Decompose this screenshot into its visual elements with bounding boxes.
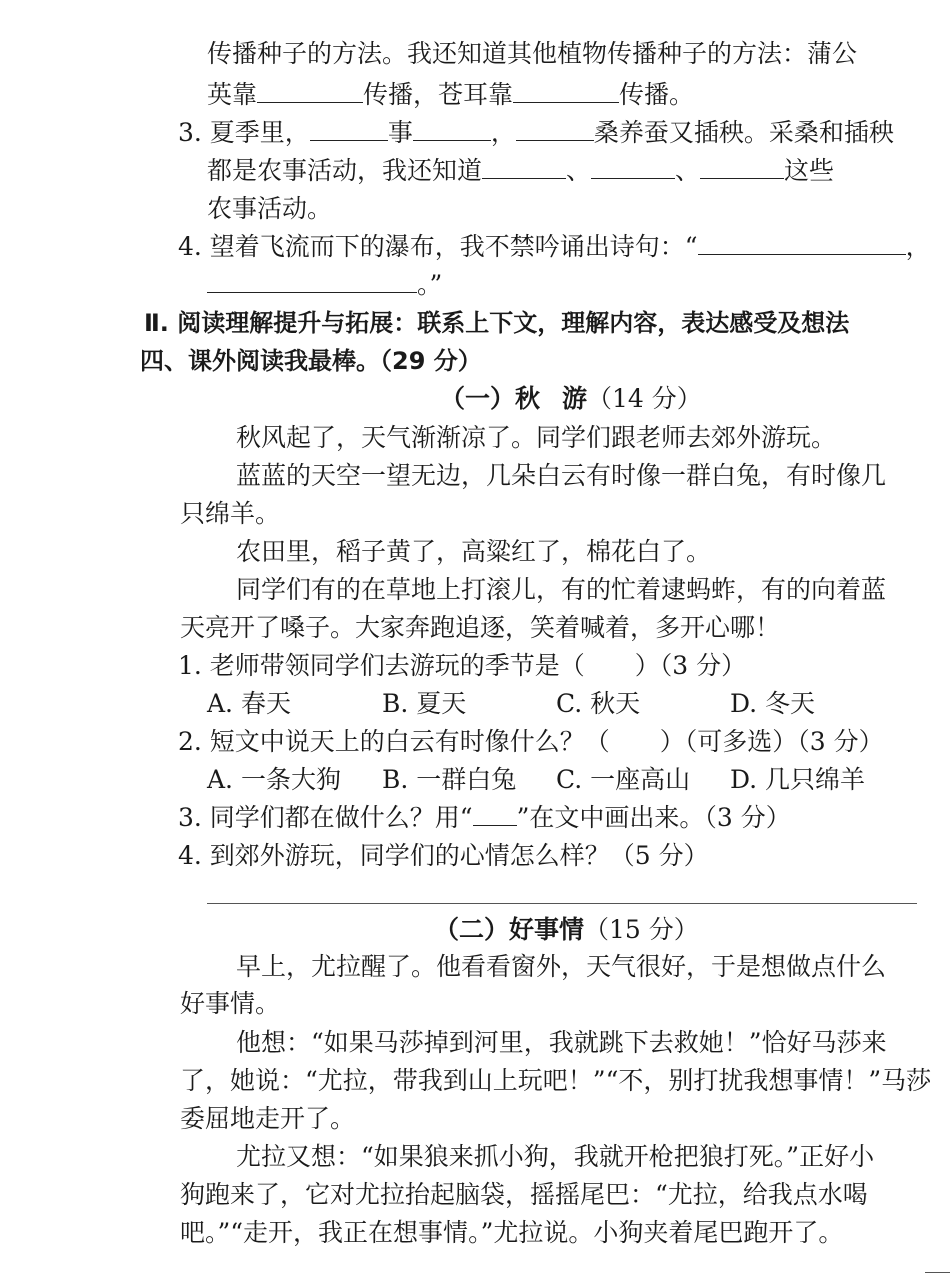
- score: （15 分）: [584, 915, 699, 944]
- question-1[interactable]: 1. 老师带领同学们去游玩的季节是（ ）（3 分）: [178, 651, 747, 680]
- text-line: 传播种子的方法。我还知道其他植物传播种子的方法：蒲公: [207, 39, 858, 68]
- text-segment: 3. 同学们都在做什么？用“: [178, 803, 473, 832]
- text-segment: 3. 夏季里，: [178, 118, 310, 147]
- passage-2-title: [434, 911, 699, 949]
- text-segment: 传播，苍耳靠: [363, 80, 514, 109]
- paragraph: 秋风起了，天气渐渐凉了。同学们跟老师去郊外游玩。: [236, 423, 837, 452]
- paragraph: 同学们有的在草地上打滚儿，有的忙着逮蚂蚱，有的向着蓝: [236, 575, 887, 604]
- text-segment: 事: [387, 118, 413, 147]
- text-line: [207, 152, 834, 190]
- passage-1-title: [440, 380, 702, 418]
- answer-blank[interactable]: [516, 114, 594, 141]
- option-b[interactable]: B. 夏天: [382, 689, 467, 718]
- section-heading-4: 四、课外阅读我最棒。（29 分）: [140, 347, 482, 375]
- text-segment: 。”: [417, 270, 443, 299]
- paragraph: 蓝蓝的天空一望无边，几朵白云有时像一群白兔，有时像几: [236, 461, 887, 490]
- answer-blank[interactable]: [257, 76, 363, 103]
- option-a[interactable]: A. 一条大狗: [207, 765, 341, 794]
- answer-blank[interactable]: [591, 152, 675, 179]
- text-segment: 传播。: [619, 80, 695, 109]
- title-text: （二）好事情: [434, 915, 585, 944]
- text-line: [207, 266, 442, 304]
- question-2[interactable]: 2. 短文中说天上的白云有时像什么？（ ）（可多选）（3 分）: [178, 727, 884, 756]
- paragraph: 早上，尤拉醒了。他看看窗外，天气很好，于是想做点什么: [236, 952, 887, 981]
- text-segment: 这些: [784, 156, 835, 185]
- option-b[interactable]: B. 一群白兔: [382, 765, 517, 794]
- text-segment: ，: [905, 232, 931, 261]
- text-segment: 都是农事活动，我还知道: [207, 156, 483, 185]
- title-text: （一）秋: [440, 384, 541, 413]
- title-text: 游: [562, 384, 588, 413]
- option-c[interactable]: C. 一座高山: [556, 765, 691, 794]
- option-d[interactable]: D. 几只绵羊: [730, 765, 866, 794]
- divider: [925, 1272, 950, 1273]
- section-heading-ii: Ⅱ. 阅读理解提升与拓展：联系上下文，理解内容，表达感受及想法: [144, 309, 850, 337]
- paragraph: 他想：“如果马莎掉到河里，我就跳下去救她！”恰好马莎来: [236, 1028, 887, 1057]
- question-4: 4. 到郊外游玩，同学们的心情怎么样？（5 分）: [178, 841, 709, 870]
- text-segment: 、: [566, 156, 592, 185]
- option-d[interactable]: D. 冬天: [730, 689, 816, 718]
- option-c[interactable]: C. 秋天: [556, 689, 641, 718]
- paragraph: 狗跑来了，它对尤拉抬起脑袋，摇摇尾巴：“尤拉，给我点水喝: [180, 1180, 868, 1209]
- paragraph: 吧。”“走开，我正在想事情。”尤拉说。小狗夹着尾巴跑开了。: [180, 1218, 844, 1247]
- paragraph: 农田里，稻子黄了，高粱红了，棉花白了。: [236, 537, 712, 566]
- paragraph: 尤拉又想：“如果狼来抓小狗，我就开枪把狼打死。”正好小: [236, 1142, 875, 1171]
- text-line: [207, 76, 694, 114]
- paragraph: 天亮开了嗓子。大家奔跑追逐，笑着喊着，多开心哪！: [180, 613, 781, 642]
- question-4: [178, 228, 931, 266]
- answer-blank[interactable]: [310, 114, 388, 141]
- text-segment: 4. 望着飞流而下的瀑布，我不禁吟诵出诗句：“: [178, 232, 698, 261]
- answer-blank[interactable]: [482, 152, 566, 179]
- answer-blank[interactable]: [698, 228, 906, 255]
- score: （14 分）: [587, 384, 702, 413]
- paragraph: 只绵羊。: [180, 499, 281, 528]
- text-segment: 、: [675, 156, 701, 185]
- text-segment: ，: [490, 118, 516, 147]
- answer-line[interactable]: [207, 903, 917, 904]
- paragraph: 好事情。: [180, 989, 281, 1018]
- option-a[interactable]: A. 春天: [207, 689, 291, 718]
- answer-blank[interactable]: [513, 76, 619, 103]
- answer-blank[interactable]: [700, 152, 784, 179]
- text-segment: ”在文中画出来。（3 分）: [516, 803, 791, 832]
- underline-sample: [473, 799, 517, 826]
- answer-blank[interactable]: [207, 266, 417, 293]
- question-3: [178, 114, 894, 152]
- paragraph: 委屈地走开了。: [180, 1104, 356, 1133]
- paragraph: 了，她说：“尤拉，带我到山上玩吧！”“不，别打扰我想事情！”马莎: [180, 1066, 932, 1095]
- text-segment: 英靠: [207, 80, 258, 109]
- answer-blank[interactable]: [413, 114, 491, 141]
- text-line: 农事活动。: [207, 194, 333, 223]
- text-segment: 桑养蚕又插秧。采桑和插秧: [593, 118, 894, 147]
- question-3: [178, 799, 791, 837]
